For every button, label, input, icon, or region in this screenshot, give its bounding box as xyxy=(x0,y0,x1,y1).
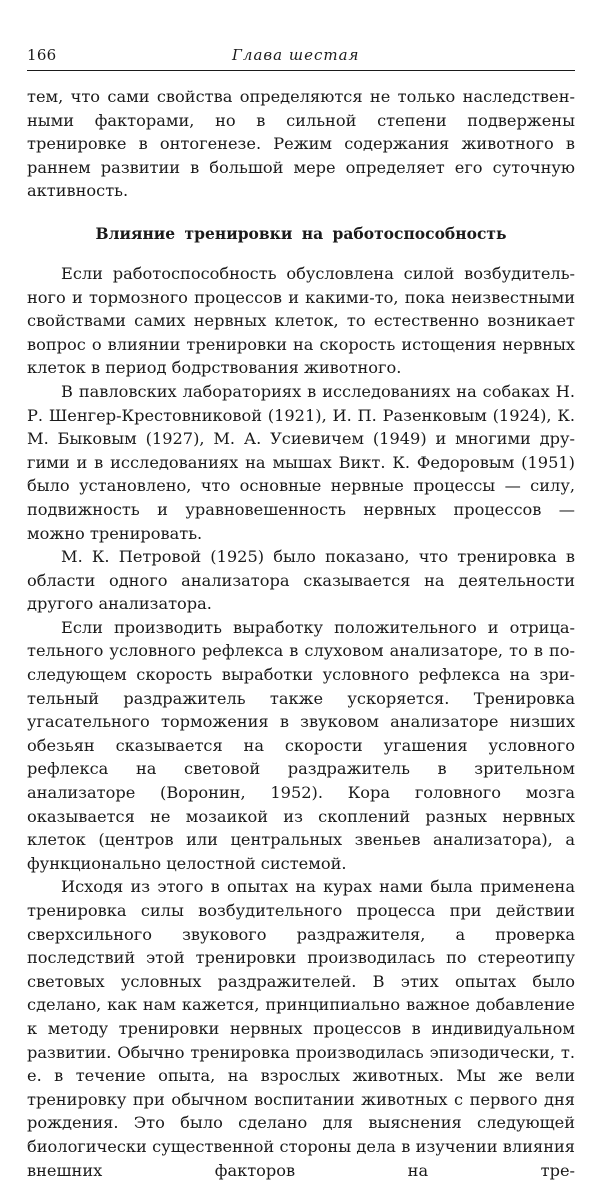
paragraph: Если производить выработку положительного и отрицательного условного рефлекса в слуховом анализаторе, то в последующем скорость выработки условного рефлекса на зрительный раздражитель также ускоряется. Тренировка угасательного торможения в звуковом анализаторе низших обезьян сказывается на скорости угашения условного рефлекса на световой раздражитель в зрительном анализаторе (Воронин, 1952). Кора головного мозга оказывается не мозаикой из скоплений разных нервных клеток (центров или центральных звеньев анализатора), а функционально целостной системой. xyxy=(27,617,575,873)
paragraph: М. К. Петровой (1925) было показано, что тренировка в области одного анализатора сказывается на деятельности другого анализатора. xyxy=(27,547,575,614)
paragraph-continuation: тем, что сами свойства определяются не только наследственными факторами, но в сильной степени подвержены тренировке в онтогенезе. Режим содержания животного в раннем развитии в большой мере определяет его суточную активность. xyxy=(27,87,575,201)
paragraph: В павловских лабораториях в исследованиях на собаках Н. Р. Шенгер-Крестовниковой (1921), И. П. Разенковым (1924), К. М. Быковым (1927), М. А. Усиевичем (1949) и многими другими и в исследованиях на мышах Викт. К. Федоровым (1951) было установлено, что основные нервные процессы — силу, подвижность и уравновешенность нервных процессов — можно тренировать. xyxy=(27,381,575,543)
page-header xyxy=(27,46,575,70)
header-rule xyxy=(27,70,575,71)
page-number: 166 xyxy=(27,46,57,64)
book-page xyxy=(27,0,575,1180)
running-title: Глава шестая xyxy=(232,46,360,64)
page-body xyxy=(27,85,575,1182)
section-heading: Влияние тренировки на работоспособность xyxy=(95,223,507,243)
paragraph: Если работоспособность обусловлена силой возбудительного и тормозного процессов и какими-то, пока неизвестными свойствами самих нервных клеток, то естественно возникает вопрос о влиянии тренировки на скорость истощения нервных клеток в период бодрствования животного. xyxy=(27,263,575,378)
paragraph: Исходя из этого в опытах на курах нами была применена тренировка силы возбудительного процесса при действии сверхсильного звукового раздражителя, а проверка последствий этой тренировки производилась по стереотипу световых условных раздражителей. В этих опытах было сделано, как нам кажется, принципиально важное добавление к методу тренировки нервных процессов в индивидуальном развитии. Обычно тренировка производилась эпизодически, т. е. в течение опыта, на взрослых животных. Мы же вели тренировку при обычном воспитании животных с первого дня рождения. Это было сделано для выяснения следующей биологически существенной стороны дела в изучении влияния внешних факторов на тре- xyxy=(27,877,575,1180)
